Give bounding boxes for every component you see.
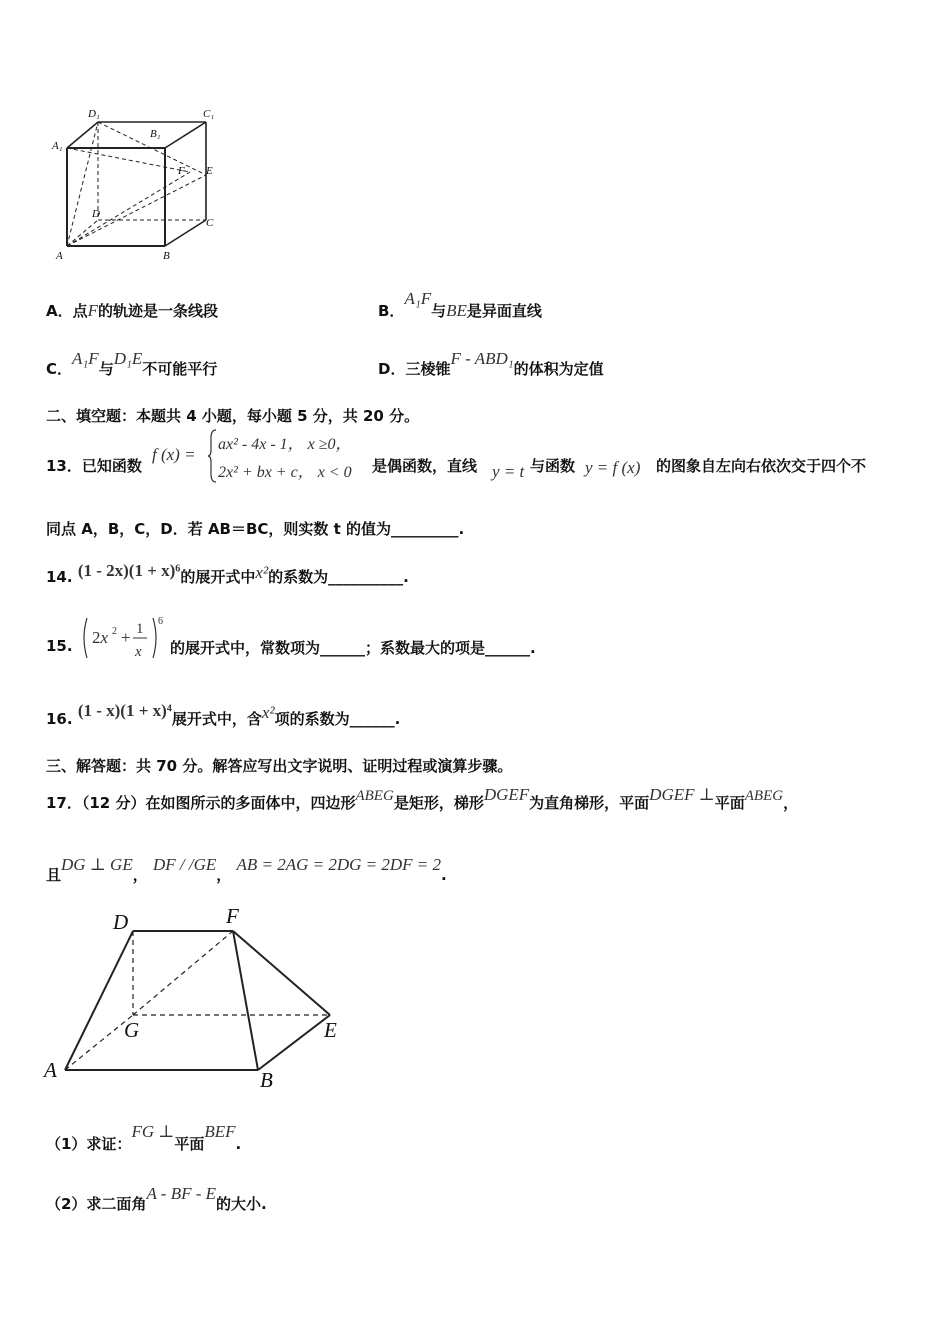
option-d: D．三棱锥F - ABD₁的体积为定值 <box>378 349 604 378</box>
cube-figure <box>40 100 230 270</box>
label-B: B <box>163 250 170 262</box>
svg-text:x: x <box>135 644 142 660</box>
label-D1: D₁ <box>88 108 100 120</box>
q15-text: 的展开式中，常数项为______；系数最大的项是______. <box>170 639 536 657</box>
poly-label-A: A <box>44 1058 57 1082</box>
poly-label-B: B <box>260 1068 273 1092</box>
q13-num: 13．已知函数 <box>46 457 142 475</box>
svg-text:1: 1 <box>136 621 144 637</box>
q13-func: f (x) = <box>152 445 196 464</box>
svg-text:6: 6 <box>158 616 163 627</box>
poly-label-D: D <box>113 910 129 934</box>
q13-text3: 的图象自左向右依次交于四个不 <box>656 457 867 475</box>
label-B1: B₁ <box>150 128 161 140</box>
svg-text:2x: 2x <box>92 628 109 647</box>
q16: 16. (1 - x)(1 + x)⁴展开式中，含x²项的系数为______. <box>46 701 401 728</box>
label-F: F <box>178 165 185 177</box>
section3-heading: 三、解答题：共 70 分。解答应写出文字说明、证明过程或演算步骤。 <box>46 757 513 775</box>
label-A: A <box>56 250 63 262</box>
q13-text2: 与函数 <box>530 457 576 475</box>
label-D: D <box>92 208 100 220</box>
q13-case1: ax² - 4x - 1， x ≥0， <box>218 436 352 453</box>
option-b: B．A₁F与BE是异面直线 <box>378 289 542 320</box>
q13-brace <box>208 428 218 484</box>
q13-case2: 2x² + bx + c， x < 0 <box>218 464 352 481</box>
q13-line2: 同点 A，B，C，D．若 AB＝BC，则实数 t 的值为_________. <box>46 520 465 538</box>
q17-line1: 17．（12 分）在如图所示的多面体中，四边形ABEG是矩形，梯形DGEF为直角梯形，平面DGEF ⊥平面ABEG， <box>46 785 799 812</box>
q17-part1: （1）求证：FG ⊥平面BEF. <box>46 1122 242 1153</box>
polyhedron-figure <box>40 900 350 1100</box>
svg-text:2: 2 <box>112 626 117 637</box>
label-A1: A₁ <box>52 140 63 152</box>
option-c: C．A₁F与D₁E不可能平行 <box>46 349 218 378</box>
q13-func2: y = f (x) <box>585 458 641 477</box>
section2-heading: 二、填空题：本题共 4 小题，每小题 5 分，共 20 分。 <box>46 407 420 425</box>
q13-text1: 是偶函数，直线 <box>372 457 478 475</box>
q15-num: 15. <box>46 637 73 655</box>
svg-text:+: + <box>121 628 131 647</box>
label-C1: C₁ <box>203 108 215 120</box>
q15-expression <box>80 612 170 664</box>
poly-label-G: G <box>124 1018 140 1042</box>
label-E: E <box>206 165 213 177</box>
q17-part2: （2）求二面角A - BF - E的大小. <box>46 1184 267 1213</box>
q13-line: y = t <box>492 462 525 481</box>
poly-label-E: E <box>324 1018 337 1042</box>
option-a: A．点F的轨迹是一条线段 <box>46 301 219 320</box>
q17-line2: 且DG ⊥ GE， DF / /GE， AB = 2AG = 2DG = 2DF = 2. <box>46 855 447 884</box>
q14: 14. (1 - 2x)(1 + x)⁶的展开式中x²的系数为__________. <box>46 561 409 586</box>
label-C: C <box>206 217 214 229</box>
poly-label-F: F <box>226 904 239 928</box>
